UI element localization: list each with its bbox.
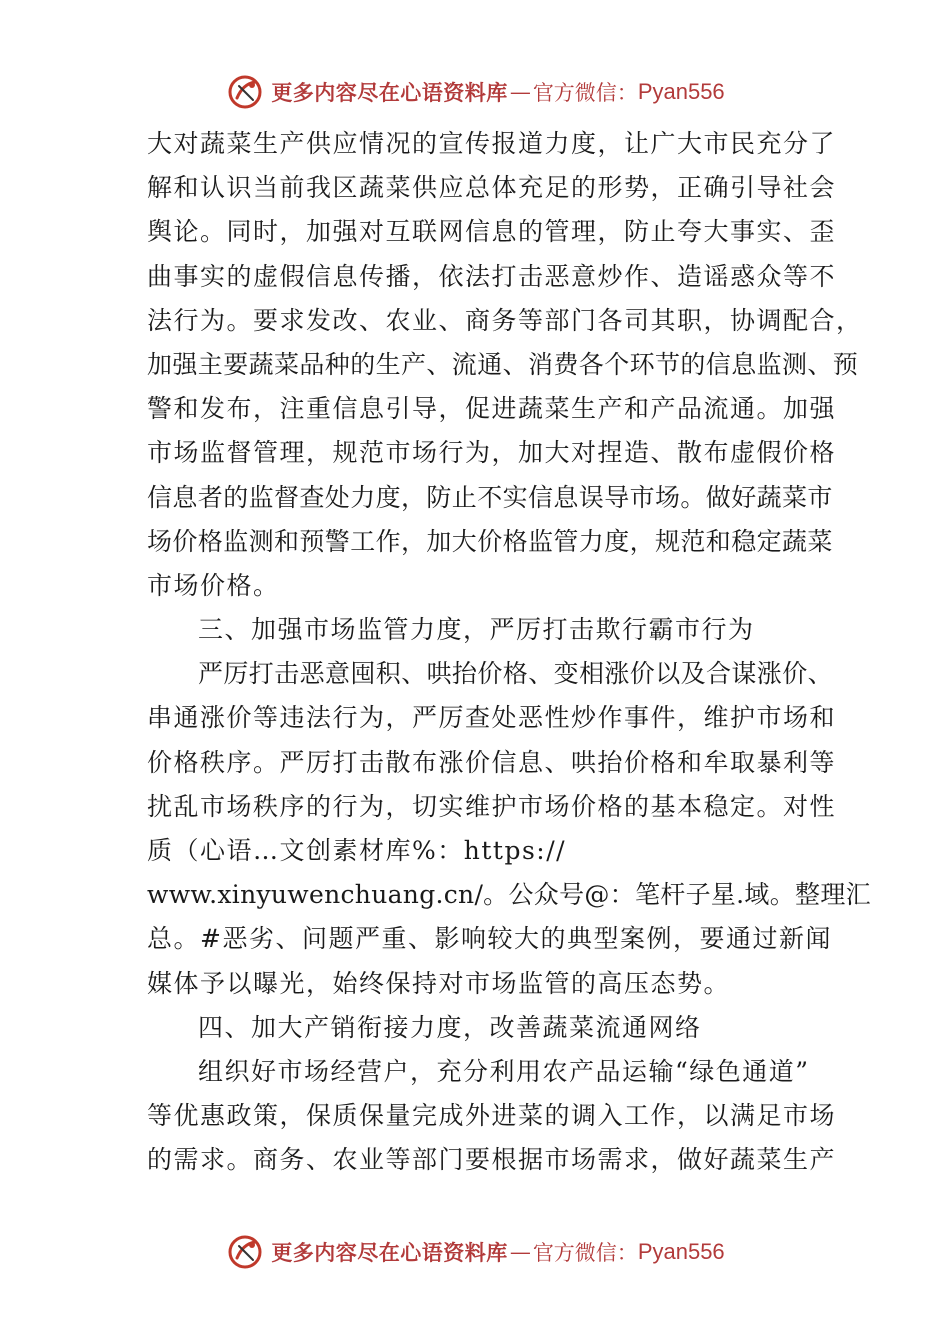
banner-wechat-label: 官方微信： xyxy=(532,81,638,105)
banner-separator: — xyxy=(509,1240,531,1264)
section-heading-3: 三、加强市场监管力度，严厉打击欺行霸市行为 xyxy=(198,615,755,645)
text-line: 曲事实的虚假信息传播，依法打击恶意炒作、造谣惑众等不 xyxy=(147,261,837,291)
text-line: 加强主要蔬菜品种的生产、流通、消费各个环节的信息监测、预 xyxy=(147,349,859,379)
footer-watermark-banner xyxy=(0,1230,950,1274)
text-line: 大对蔬菜生产供应情况的宣传报道力度，让广大市民充分了 xyxy=(147,129,837,158)
text-line: www.xinyuwenchuang.cn/。公众号@：笔杆子星.域。整理汇 xyxy=(147,880,871,910)
document-body xyxy=(147,122,871,1183)
brand-logo-icon xyxy=(225,1232,265,1272)
text-line: 扰乱市场秩序的行为，切实维护市场价格的基本稳定。对性 xyxy=(147,791,837,821)
brand-logo-icon xyxy=(225,72,265,112)
text-line: 场价格监测和预警工作，加大价格监管力度，规范和稳定蔬菜 xyxy=(147,526,833,556)
text-line: 警和发布，注重信息引导，促进蔬菜生产和产品流通。加强 xyxy=(147,394,837,424)
text-line: 舆论。同时，加强对互联网信息的管理，防止夸大事实、歪 xyxy=(147,217,837,247)
text-line: 总。#恶劣、问题严重、影响较大的典型案例，要通过新闻 xyxy=(147,924,832,954)
banner-wechat-label: 官方微信： xyxy=(532,1241,638,1265)
banner-wechat-id: Pyan556 xyxy=(637,1239,725,1264)
text-line: 等优惠政策，保质保量完成外进菜的调入工作，以满足市场 xyxy=(147,1101,837,1131)
banner-separator: — xyxy=(509,80,531,104)
text-line: 媒体予以曝光，始终保持对市场监管的高压态势。 xyxy=(147,968,731,998)
text-line: 市场监督管理，规范市场行为，加大对捏造、散布虚假价格 xyxy=(147,438,837,468)
text-line: 质（心语…文创素材库%：https:// xyxy=(147,836,567,865)
banner-text: 更多内容尽在心语资料库 xyxy=(271,80,508,105)
banner-text: 更多内容尽在心语资料库 xyxy=(271,1240,508,1265)
text-line: 市场价格。 xyxy=(147,570,280,600)
text-line: 解和认识当前我区蔬菜供应总体充足的形势，正确引导社会 xyxy=(147,173,837,203)
text-line: 严厉打击恶意囤积、哄抬价格、变相涨价以及合谋涨价、 xyxy=(198,659,834,689)
text-line: 法行为。要求发改、农业、商务等部门各司其职，协调配合， xyxy=(147,305,863,335)
banner-wechat-id: Pyan556 xyxy=(637,79,725,104)
text-line: 价格秩序。严厉打击散布涨价信息、哄抬价格和牟取暴利等 xyxy=(147,747,837,777)
text-line: 的需求。商务、农业等部门要根据市场需求，做好蔬菜生产 xyxy=(147,1145,837,1175)
text-line: 串通涨价等违法行为，严厉查处恶性炒作事件，维护市场和 xyxy=(147,703,837,733)
header-watermark-banner xyxy=(0,70,950,114)
text-line: 信息者的监督查处力度，防止不实信息误导市场。做好蔬菜市 xyxy=(147,482,833,512)
section-heading-4: 四、加大产销衔接力度，改善蔬菜流通网络 xyxy=(198,1012,702,1042)
text-line: 组织好市场经营户，充分利用农产品运输“绿色通道” xyxy=(198,1056,810,1086)
